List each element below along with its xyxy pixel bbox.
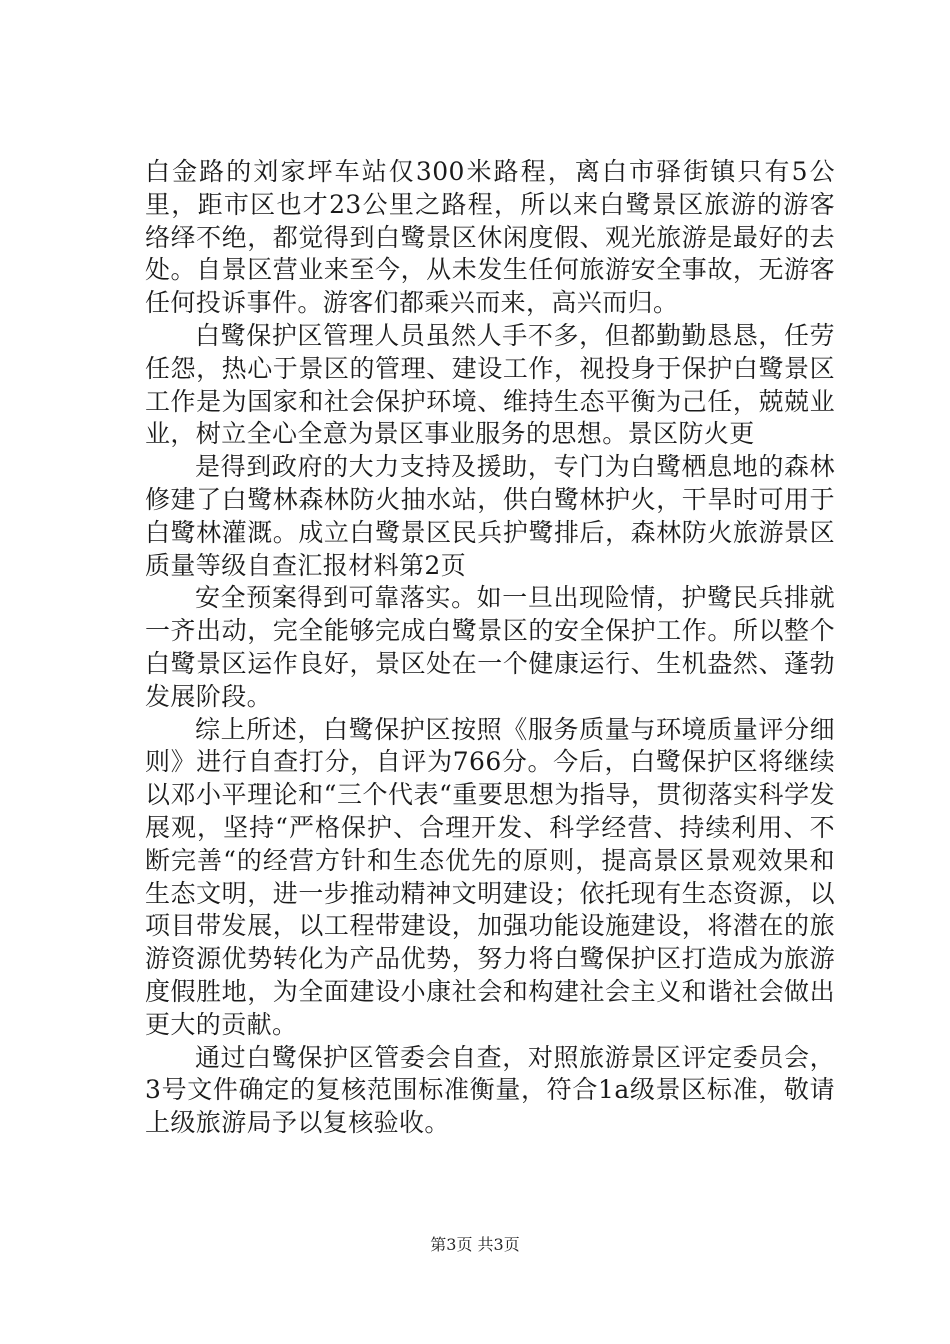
paragraph-staff: 白鹭保护区管理人员虽然人手不多，但都勤勤恳恳，任劳任怨，热心于景区的管理、建设工作，视投身于保护白鹭景区工作是为国家和社会保护环境、维持生态平衡为己任，兢兢业业，树立全心全意为景区事业服务的思想。景区防火更 — [145, 320, 835, 449]
document-body — [145, 156, 835, 1140]
paragraph-summary: 综上所述，白鹭保护区按照《服务质量与环境质量评分细则》进行自查打分，自评为766分。今后，白鹭保护区将继续以邓小平理论和“三个代表“重要思想为指导，贯彻落实科学发展观，坚持“严格保护、合理开发、科学经营、持续利用、不断完善“的经营方针和生态优先的原则，提高景区景观效果和生态文明，进一步推动精神文明建设；依托现有生态资源，以项目带发展，以工程带建设，加强功能设施建设，将潜在的旅游资源优势转化为产品优势，努力将白鹭保护区打造成为旅游度假胜地，为全面建设小康社会和构建社会主义和谐社会做出更大的贡献。 — [145, 714, 835, 1039]
page-number-footer: 第3页 共3页 — [430, 1235, 520, 1254]
paragraph-fire-prevention: 是得到政府的大力支持及援助，专门为白鹭栖息地的森林修建了白鹭林森林防火抽水站，供白鹭林护火，干旱时可用于白鹭林灌溉。成立白鹭景区民兵护鹭排后，森林防火旅游景区质量等级自查汇报材料第2页 — [145, 452, 835, 580]
paragraph-conclusion: 通过白鹭保护区管委会自查，对照旅游景区评定委员会，3号文件确定的复核范围标准衡量，符合1a级景区标准，敬请上级旅游局予以复核验收。 — [145, 1042, 835, 1138]
paragraph-safety-plan: 安全预案得到可靠落实。如一旦出现险情，护鹭民兵排就一齐出动，完全能够完成白鹭景区的安全保护工作。所以整个白鹭景区运作良好，景区处在一个健康运行、生机盎然、蓬勃发展阶段。 — [145, 583, 835, 711]
paragraph-continuation: 白金路的刘家坪车站仅300米路程，离白市驿街镇只有5公里，距市区也才23公里之路程，所以来白鹭景区旅游的游客络绎不绝，都觉得到白鹭景区休闲度假、观光旅游是最好的去处。自景区营业来至今，从未发生任何旅游安全事故，无游客任何投诉事件。游客们都乘兴而来，高兴而归。 — [145, 157, 835, 318]
